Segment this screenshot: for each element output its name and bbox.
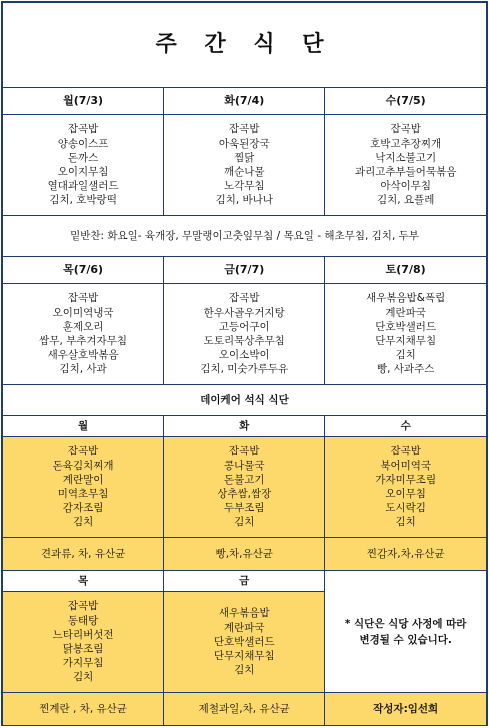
menu-item: 상추쌈,쌈장	[217, 488, 272, 500]
menu-item: 고등어구이	[218, 320, 270, 333]
menu-thu	[3, 284, 164, 385]
weekly-menu-sheet	[1, 1, 488, 726]
menu-item: 김치, 요플레	[376, 194, 435, 207]
menu-item: 도토리묵상추무침	[203, 335, 285, 347]
daycare-menu-wed	[325, 437, 487, 538]
menu-item: 김치	[234, 516, 255, 529]
day-header-fri: 금(7/7)	[164, 257, 325, 284]
day-header-sat: 토(7/8)	[325, 257, 487, 284]
menu-item: 돈불고기	[223, 473, 265, 486]
menu-item: 잡곡밥	[67, 123, 99, 136]
daycare-snack-mon: 견과류, 차, 유산균	[3, 538, 164, 571]
menu-item: 단호박샐러드	[375, 320, 437, 333]
daycare-header-mon: 월	[3, 416, 164, 437]
daycare-snack-tue: 빵,차,유산균	[164, 538, 325, 571]
menu-item: 찜닭	[234, 151, 255, 164]
menu-item: 계란파국	[385, 306, 426, 319]
menu-item: 빵, 사과주스	[376, 363, 435, 376]
menu-item: 김치	[72, 671, 94, 684]
menu-item: 단무지채무침	[375, 335, 437, 347]
menu-item: 돈까스	[67, 151, 99, 164]
menu-item: 잡곡밥	[390, 445, 421, 458]
menu-item: 낙지소불고기	[375, 151, 437, 164]
daycare-snack-wed: 찐감자,차,유산균	[325, 538, 487, 571]
menu-fri	[164, 284, 325, 385]
menu-item: 호박고추장찌개	[370, 137, 442, 150]
menu-mon	[3, 115, 164, 216]
menu-item: 잡곡밥	[229, 123, 260, 136]
daycare-title: 데이케어 석식 식단	[3, 385, 487, 416]
notice-line: 변경될 수 있습니다.	[359, 633, 452, 646]
daycare-header-thu: 목	[3, 571, 164, 592]
menu-notice	[325, 571, 487, 693]
menu-item: 김치	[395, 349, 416, 362]
menu-item: 계란말이	[62, 473, 104, 486]
author-label: 작성자:임선희	[325, 693, 487, 726]
menu-item: 깨순나물	[223, 166, 265, 178]
menu-tue	[164, 115, 325, 216]
menu-item: 오이미역냉국	[52, 306, 114, 319]
menu-item: 느타리버섯전	[52, 628, 114, 641]
menu-item: 한우사골우거지탕	[203, 306, 285, 319]
menu-item: 동태탕	[67, 614, 99, 627]
day-header-mon: 월(7/3)	[3, 88, 164, 115]
menu-item: 아욱된장국	[218, 137, 270, 150]
menu-sat	[325, 284, 487, 385]
menu-item: 김치	[72, 516, 94, 529]
daycare-snack-fri: 제철과일,차, 유산균	[164, 693, 325, 726]
menu-item: 도시락김	[385, 502, 426, 515]
daycare-header-fri: 금	[164, 571, 325, 592]
menu-item: 새우살호박볶음	[47, 349, 119, 362]
menu-item: 가지무침	[62, 657, 104, 670]
menu-item: 미역초무침	[57, 488, 109, 500]
menu-item: 아삭이무침	[380, 180, 432, 193]
menu-item: 돈육김치찌개	[52, 459, 114, 472]
menu-item: 잡곡밥	[229, 445, 260, 458]
daycare-menu-fri	[164, 592, 325, 693]
menu-item: 김치, 바나나	[215, 194, 273, 207]
menu-item: 오이소박이	[218, 349, 270, 362]
page-title: 주 간 식 단	[3, 3, 487, 88]
daycare-header-tue: 화	[164, 416, 325, 437]
menu-item: 감자조림	[62, 502, 104, 515]
daycare-menu-tue	[164, 437, 325, 538]
menu-item: 김치, 호박랑떡	[49, 194, 117, 207]
menu-item: 잡곡밥	[67, 292, 99, 305]
menu-item: 노각무침	[223, 180, 265, 193]
menu-item: 김치	[395, 516, 416, 529]
menu-item: 계란파국	[223, 621, 265, 634]
menu-item: 잡곡밥	[229, 292, 260, 305]
side-dishes: 밑반찬: 화요일- 육개장, 무말랭이고춧잎무침 / 목요일 - 해초무침, 김치, 두부	[3, 216, 487, 257]
menu-item: 오이무침	[385, 488, 426, 500]
menu-item: 열대과일샐러드	[47, 180, 119, 193]
menu-item: 북어미역국	[380, 459, 432, 472]
menu-item: 쌈무, 부추겨자무침	[39, 335, 127, 347]
menu-item: 단호박샐러드	[213, 635, 275, 648]
menu-wed	[325, 115, 487, 216]
menu-item: 닭봉조림	[62, 643, 104, 655]
menu-item: 오이지무침	[57, 166, 109, 178]
menu-item: 잡곡밥	[67, 600, 99, 613]
menu-item: 과리고추부들어묵볶음	[354, 166, 457, 178]
menu-item: 김치	[234, 664, 255, 677]
day-header-tue: 화(7/4)	[164, 88, 325, 115]
menu-item: 가자미무조림	[375, 473, 437, 486]
daycare-snack-thu: 찐계란 , 차, 유산균	[3, 693, 164, 726]
menu-item: 콩나물국	[223, 459, 265, 472]
daycare-header-wed: 수	[325, 416, 487, 437]
menu-item: 두부조림	[223, 502, 265, 515]
day-header-wed: 수(7/5)	[325, 88, 487, 115]
menu-item: 새우볶음밥	[218, 607, 270, 620]
menu-table	[2, 2, 487, 726]
menu-item: 훈제오리	[62, 320, 104, 333]
menu-item: 잡곡밥	[390, 123, 421, 136]
menu-item: 김치, 사과	[59, 363, 107, 376]
menu-item: 단무지채무침	[213, 650, 275, 663]
daycare-menu-mon	[3, 437, 164, 538]
day-header-thu: 목(7/6)	[3, 257, 164, 284]
notice-line: * 식단은 식당 사정에 따라	[344, 617, 467, 630]
menu-item: 양송이스프	[57, 137, 109, 150]
menu-item: 김치, 미숫가루두유	[200, 363, 289, 376]
menu-item: 새우볶음밥&폭립	[366, 292, 446, 305]
menu-item: 잡곡밥	[67, 445, 99, 458]
daycare-menu-thu	[3, 592, 164, 693]
